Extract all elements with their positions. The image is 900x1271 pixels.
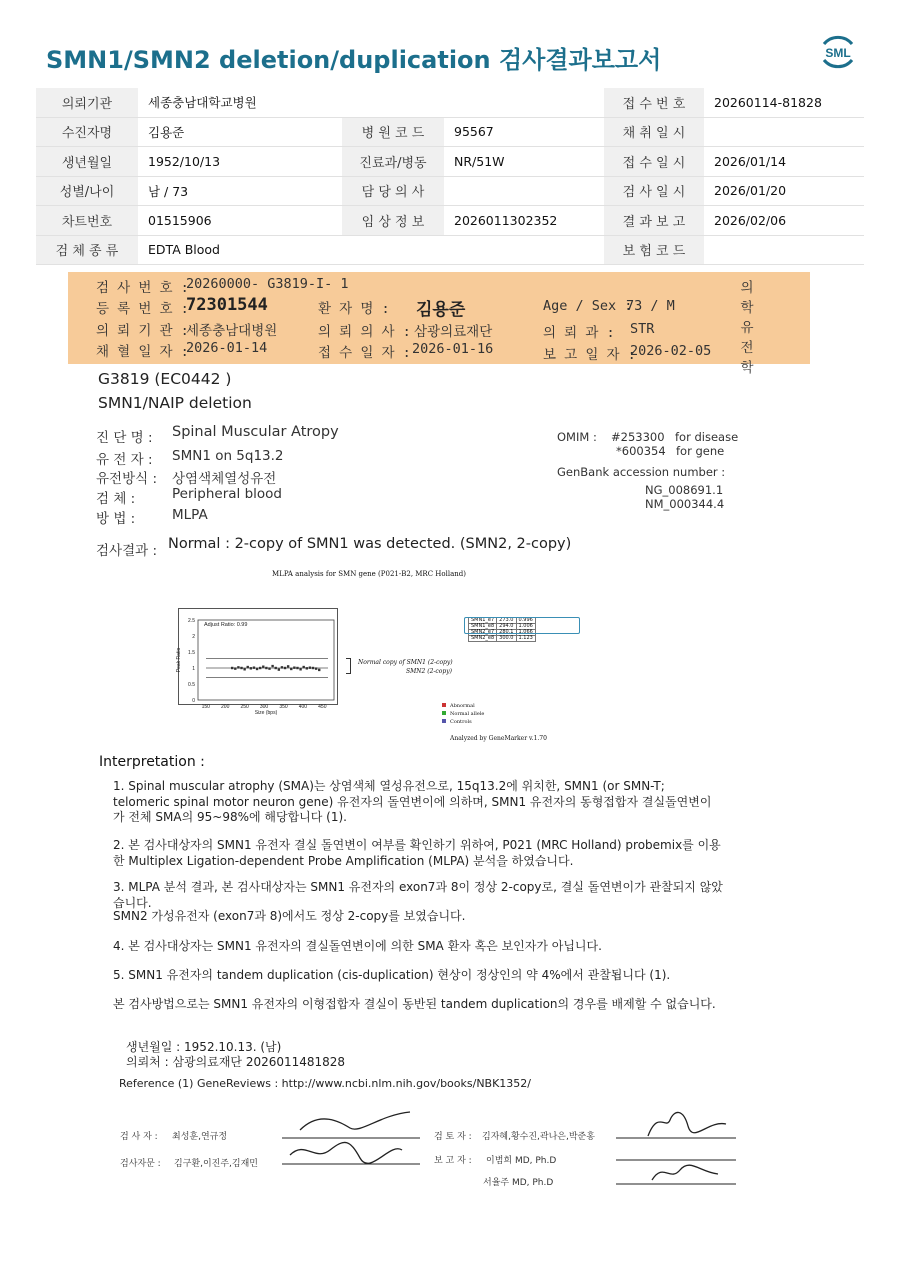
data-point — [315, 667, 317, 669]
probe-name: SMN1_e8 — [469, 624, 497, 630]
highlight-box — [464, 617, 580, 634]
interp-heading: Interpretation : — [99, 754, 205, 770]
interp-p6: 본 검사방법으로는 SMN1 유전자의 이형접합자 결실이 동반된 tandem duplication의 경우를 배제할 수 없습니다. — [113, 997, 716, 1011]
interp-p4: 4. 본 검사대상자는 SMN1 유전자의 결실돌연변이에 의한 SMA 환자 혹은 보인자가 아닙니다. — [113, 939, 602, 953]
probe-name: SMN1_e7 — [469, 618, 497, 624]
doc-label: 의 뢰 의 사 : — [318, 324, 411, 340]
data-point — [250, 667, 252, 669]
probe-ratio: 0.996 — [516, 618, 535, 624]
data-point — [231, 667, 233, 669]
dept-label: 의 뢰 과 : — [543, 325, 615, 341]
omim-disease-note: for disease — [675, 430, 739, 444]
bracket — [346, 658, 351, 674]
probe-name: SMN2_e8 — [469, 636, 497, 642]
clinical-info: 2026011302352 — [444, 206, 604, 236]
data-point — [271, 665, 273, 667]
interp-p3a: 3. MLPA 분석 결과, 본 검사대상자는 SMN1 유전자의 exon7과 8이 정상 2-copy로, 결실 돌연변이가 관찰되지 않았습니다. — [113, 880, 723, 910]
x-tick-label: 350 — [279, 704, 288, 710]
collect: 2026-01-14 — [186, 340, 268, 356]
birth-date: 1952/10/13 — [138, 147, 342, 177]
reporter-1: 이범희 MD, Ph.D — [486, 1156, 557, 1166]
data-point — [259, 667, 261, 669]
patient-name: 김용준 — [138, 117, 342, 147]
data-point — [278, 668, 280, 670]
reg-no-label: 등 록 번 호 : — [96, 301, 189, 317]
data-point — [309, 666, 311, 668]
x-tick-label: 200 — [221, 704, 230, 710]
test-code: G3819 (EC0442 ) — [98, 370, 232, 388]
y-tick-label: 2 — [192, 634, 195, 640]
inheritance: 상염색체열성유전 — [172, 471, 277, 487]
genbank-1: NG_008691.1 — [645, 483, 724, 497]
data-point — [237, 666, 239, 668]
x-tick-label: 250 — [240, 704, 249, 710]
label: 검 사 일 시 — [604, 176, 704, 206]
label: 임 상 정 보 — [342, 206, 444, 236]
patient-label: 환 자 명 : — [318, 301, 390, 317]
plot-area — [198, 620, 334, 700]
test-date: 2026/01/20 — [704, 176, 864, 206]
label: 보 험 코 드 — [604, 235, 704, 265]
label: 채 취 일 시 — [604, 117, 704, 147]
recv-label: 접 수 일 자 : — [318, 345, 411, 361]
genbank-2: NM_000344.4 — [645, 497, 725, 511]
label: 검 체 종 류 — [36, 235, 138, 265]
interp-p3b: SMN2 가성유전자 (exon7과 8)에서도 정상 2-copy를 보였습니다. — [113, 909, 466, 923]
report-date: 2026/02/06 — [704, 206, 864, 236]
receipt-date: 2026/01/14 — [704, 147, 864, 177]
result: Normal : 2-copy of SMN1 was detected. (SMN2, 2-copy) — [168, 536, 572, 552]
birth-line: 생년월일 : 1952.10.13. (남) — [126, 1040, 282, 1054]
data-point — [268, 667, 270, 669]
receipt-no: 20260114-81828 — [704, 88, 864, 117]
inst: 세종충남대병원 — [186, 323, 278, 339]
label: 접 수 일 시 — [604, 147, 704, 177]
data-point — [296, 667, 298, 669]
department: NR/51W — [444, 147, 604, 177]
y-tick-label: 1.5 — [188, 650, 195, 656]
gene: SMN1 on 5q13.2 — [172, 448, 284, 464]
report-label: 보 고 일 자 : — [543, 347, 636, 363]
reporter-label: 보 고 자 : — [434, 1156, 472, 1166]
data-point — [287, 665, 289, 667]
specimen: Peripheral blood — [172, 486, 282, 502]
y-tick-label: 1 — [192, 666, 195, 672]
interp-p2: 2. 본 검사대상자의 SMN1 유전자 결실 돌연변이 여부를 확인하기 위하여, P021 (MRC Holland) probemix를 이용한 Multiplex Ligation-dependent Probe Amplification (MLPA) 분석을 하였습니다. — [113, 838, 721, 868]
omim-gene: *600354 — [616, 444, 666, 458]
specimen-type: EDTA Blood — [138, 235, 604, 265]
data-point — [302, 666, 304, 668]
data-point — [293, 666, 295, 668]
data-point — [256, 668, 258, 670]
probe-ratio: 1.066 — [516, 630, 535, 636]
omim-gene-note: for gene — [676, 444, 725, 458]
interp-p5: 5. SMN1 유전자의 tandem duplication (cis-duplication) 현상이 정상인의 약 4%에서 관찰됩니다 (1). — [113, 968, 671, 982]
insurance-code — [704, 235, 864, 265]
chart-title: MLPA analysis for SMN gene (P021-B2, MRC Holland) — [272, 570, 466, 578]
label: 성별/나이 — [36, 176, 138, 206]
label: 결 과 보 고 — [604, 206, 704, 236]
label: 접 수 번 호 — [604, 88, 704, 117]
age-sex: 73 / M — [626, 298, 675, 314]
label: 병 원 코 드 — [342, 117, 444, 147]
interp-p1: 1. Spinal muscular atrophy (SMA)는 상염색체 열성유전으로, 15q13.2에 위치한, SMN1 (or SMN-T; telomeric spinal motor neuron gene) 유전자의 돌연변이에 의하며, SMN1 유전자의 동형접합자 결실돌연변이가 전체 SMA의 95~98%에 해당합니다 (1). — [113, 779, 712, 824]
chart-footer: Analyzed by GeneMarker v.1.70 — [450, 735, 547, 742]
y-axis-label: Peak Ratio — [176, 647, 182, 673]
data-point — [306, 667, 308, 669]
inherit-label: 유전방식 : — [96, 471, 158, 487]
examiner-label: 검 사 자 : — [120, 1132, 158, 1142]
result-label: 검사결과 : — [96, 543, 158, 559]
examiner-signature — [270, 1100, 430, 1180]
x-tick-label: 450 — [318, 704, 327, 710]
probe-size: 300.0 — [497, 636, 516, 642]
data-point — [290, 668, 292, 670]
collect-label: 채 혈 일 자 : — [96, 344, 189, 360]
adjust-ratio-label: Adjust Ratio: 0.99 — [204, 622, 248, 628]
advisor: 김구환,이진주,김재민 — [174, 1159, 258, 1169]
logo-text: SML — [825, 46, 851, 60]
label: 생년월일 — [36, 147, 138, 177]
omim-disease: #253300 — [611, 430, 665, 444]
data-point — [275, 667, 277, 669]
probe-size: 280.1 — [497, 630, 516, 636]
probe-size: 294.0 — [497, 624, 516, 630]
y-tick-label: 2.5 — [188, 618, 195, 624]
diag-label: 진 단 명 : — [96, 430, 153, 446]
mlpa-chart — [168, 608, 343, 723]
diagnosis: Spinal Muscular Atropy — [172, 424, 339, 440]
reference: Reference (1) GeneReviews : http://www.ncbi.nlm.nih.gov/books/NBK1352/ — [119, 1077, 532, 1090]
label: 차트번호 — [36, 206, 138, 236]
method: MLPA — [172, 507, 208, 523]
gene-label: 유 전 자 : — [96, 452, 153, 468]
probe-ratio: 1.123 — [516, 636, 535, 642]
table-row — [469, 636, 536, 642]
x-tick-label: 150 — [201, 704, 210, 710]
institution: 세종충남대학교병원 — [138, 88, 604, 117]
test-no-label: 검 사 번 호 : — [96, 280, 189, 296]
reviewer-signature — [608, 1100, 740, 1190]
doctor — [444, 176, 604, 206]
data-point — [262, 666, 264, 668]
data-point — [240, 667, 242, 669]
sml-logo — [816, 30, 860, 74]
method-label: 방 법 : — [96, 511, 136, 527]
report: 2026-02-05 — [630, 343, 712, 359]
inst-label: 의 뢰 기 관 : — [96, 323, 189, 339]
patient: 김용준 — [416, 300, 466, 320]
data-point — [318, 669, 320, 671]
probe-size: 273.0 — [497, 618, 516, 624]
legend-controls: Controls — [442, 719, 472, 725]
data-point — [281, 666, 283, 668]
label: 담 당 의 사 — [342, 176, 444, 206]
y-tick-label: 0 — [192, 698, 195, 704]
page-title: SMN1/SMN2 deletion/duplication 검사결과보고서 — [46, 46, 662, 74]
label: 수진자명 — [36, 117, 138, 147]
reg-no: 72301544 — [186, 295, 268, 315]
probe-ratio: 1.006 — [516, 624, 535, 630]
data-point — [234, 667, 236, 669]
reviewer-label: 검 토 자 : — [434, 1132, 472, 1142]
specimen-label: 검 체 : — [96, 491, 136, 507]
bracket-label-2: SMN2 (2-copy) — [406, 668, 452, 675]
legend-abnormal: Abnormal — [442, 703, 475, 709]
patient-info-table — [36, 88, 864, 265]
recv: 2026-01-16 — [412, 341, 494, 357]
doc: 삼광의료재단 — [414, 324, 493, 340]
data-point — [312, 667, 314, 669]
data-point — [299, 668, 301, 670]
x-tick-label: 400 — [298, 704, 308, 710]
data-point — [247, 666, 249, 668]
age-sex-label: Age / Sex : — [543, 298, 633, 314]
label: 진료과/병동 — [342, 147, 444, 177]
omim-label: OMIM : — [557, 430, 597, 444]
chart-no: 01515906 — [138, 206, 342, 236]
legend-normal: Normal allele — [442, 711, 484, 717]
test-no: 20260000- G3819-I- 1 — [186, 276, 349, 292]
hospital-code: 95567 — [444, 117, 604, 147]
dept: STR — [630, 321, 655, 337]
requester-line: 의뢰처 : 삼광의료재단 2026011481828 — [126, 1055, 346, 1069]
bracket-label-1: Normal copy of SMN1 (2-copy) — [358, 659, 453, 666]
x-axis-label: Size (bps) — [254, 710, 278, 716]
examiner: 최성훈,연규정 — [172, 1132, 228, 1142]
test-name: SMN1/NAIP deletion — [98, 394, 252, 412]
data-point — [253, 666, 255, 668]
advisor-label: 검사자문 : — [120, 1159, 161, 1169]
genbank-label: GenBank accession number : — [557, 465, 726, 479]
probe-name: SMN2_e7 — [469, 630, 497, 636]
data-point — [243, 668, 245, 670]
data-point — [284, 667, 286, 669]
x-tick-label: 300 — [259, 704, 269, 710]
label: 의뢰기관 — [36, 88, 138, 117]
banner-side-label: 의학유전학 — [740, 280, 754, 376]
reviewer: 김자혜,황수진,곽나은,박준홍 — [482, 1132, 595, 1142]
collection-time — [704, 117, 864, 147]
reporter-2: 서율주 MD, Ph.D — [483, 1178, 554, 1188]
data-point — [265, 667, 267, 669]
y-tick-label: 0.5 — [188, 682, 195, 688]
sex-age: 남 / 73 — [138, 176, 342, 206]
